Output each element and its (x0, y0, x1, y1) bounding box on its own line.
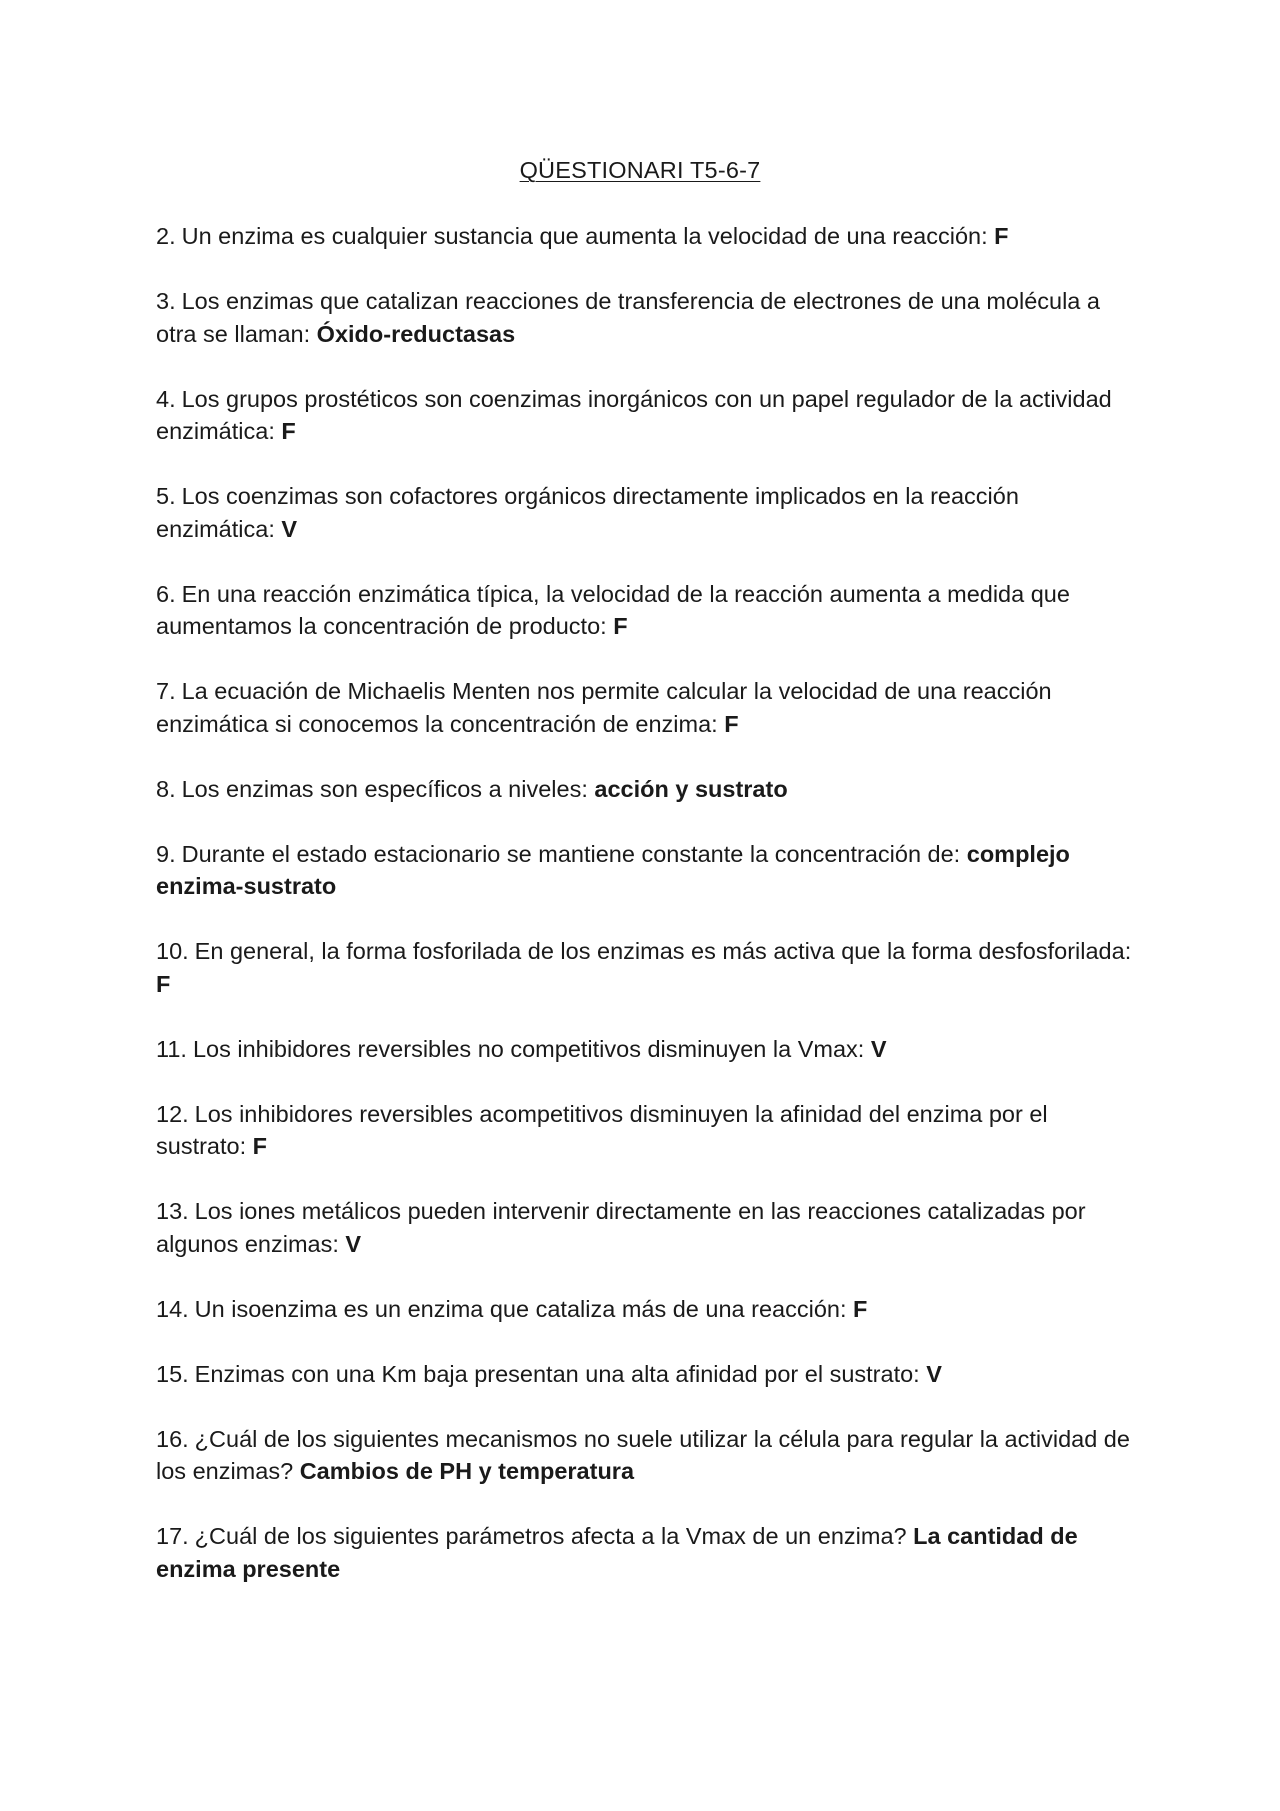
question-text: Durante el estado estacionario se mantiene constante la concentración de: (181, 840, 961, 867)
question-number: 14. (156, 1295, 189, 1322)
question-text: Los inhibidores reversibles acompetitivos disminuyen la afinidad del enzima por el sustrato: (156, 1100, 1048, 1159)
question-item (156, 935, 1136, 1000)
question-text: Un isoenzima es un enzima que cataliza más de una reacción: (194, 1295, 847, 1322)
question-item (156, 838, 1136, 903)
question-text: Enzimas con una Km baja presentan una alta afinidad por el sustrato: (194, 1360, 920, 1387)
question-item (156, 1098, 1136, 1163)
question-item (156, 220, 1136, 253)
question-answer: F (613, 613, 628, 639)
question-text: Los coenzimas son cofactores orgánicos directamente implicados en la reacción enzimática: (156, 483, 1019, 542)
question-text: Los enzimas que catalizan reacciones de transferencia de electrones de una molécula a otra se llaman: (156, 288, 1100, 347)
question-number: 7. (156, 678, 176, 704)
question-answer: F (252, 1133, 268, 1159)
question-item (156, 1358, 1136, 1391)
question-text: Un enzima es cualquier sustancia que aumenta la velocidad de una reacción: (181, 223, 988, 249)
question-item (156, 1293, 1136, 1326)
question-item (156, 773, 1136, 806)
question-item (156, 383, 1136, 448)
question-number: 11. (156, 1035, 187, 1062)
question-number: 9. (156, 840, 176, 867)
question-answer: V (281, 515, 298, 542)
question-number: 3. (156, 288, 176, 314)
question-answer: F (281, 418, 296, 444)
question-list (156, 220, 1136, 1618)
question-number: 5. (156, 483, 176, 509)
question-answer: V (870, 1035, 887, 1062)
question-item (156, 480, 1136, 545)
question-item (156, 1033, 1136, 1066)
question-answer: F (724, 710, 739, 737)
page-title: QÜESTIONARI T5-6-7 (519, 157, 761, 183)
question-number: 15. (156, 1360, 189, 1387)
question-answer: Cambios de PH y temperatura (299, 1458, 635, 1484)
question-answer: F (156, 970, 171, 997)
question-text: ¿Cuál de los siguientes mecanismos no suele utilizar la célula para regular la actividad de los enzimas? (156, 1425, 1130, 1484)
question-number: 16. (156, 1425, 189, 1452)
question-number: 8. (156, 775, 176, 802)
question-text: En general, la forma fosforilada de los enzimas es más activa que la forma desfosforilada: (194, 938, 1132, 964)
question-number: 4. (156, 385, 176, 412)
question-number: 6. (156, 580, 176, 607)
question-answer: Óxido-reductasas (316, 320, 516, 347)
question-item (156, 578, 1136, 643)
question-text: Los inhibidores reversibles no competitivos disminuyen la Vmax: (192, 1035, 865, 1062)
question-item (156, 1195, 1136, 1260)
question-answer: F (994, 223, 1009, 249)
question-answer: La cantidad de enzima presente (156, 1523, 1078, 1582)
question-text: Los iones metálicos pueden intervenir directamente en las reacciones catalizadas por algunos enzimas: (156, 1198, 1086, 1257)
question-answer: V (345, 1230, 362, 1257)
question-answer: F (853, 1295, 868, 1322)
question-number: 12. (156, 1100, 189, 1127)
question-answer: complejo enzima-sustrato (156, 840, 1070, 899)
question-item (156, 285, 1136, 350)
question-answer: acción y sustrato (594, 775, 788, 802)
question-number: 17. (156, 1523, 189, 1549)
question-number: 10. (156, 938, 189, 964)
question-text: Los enzimas son específicos a niveles: (181, 775, 588, 802)
question-answer: V (926, 1360, 942, 1387)
question-number: 13. (156, 1198, 189, 1224)
question-text: La ecuación de Michaelis Menten nos permite calcular la velocidad de una reacción enzimática si conocemos la concentración de enzima: (156, 678, 1052, 737)
question-item (156, 1423, 1136, 1488)
question-text: En una reacción enzimática típica, la velocidad de la reacción aumenta a medida que aumentamos la concentración de producto: (156, 580, 1070, 639)
question-item (156, 1520, 1136, 1585)
question-number: 2. (156, 223, 176, 249)
question-text: Los grupos prostéticos son coenzimas inorgánicos con un papel regulador de la actividad enzimática: (156, 385, 1112, 444)
question-item (156, 675, 1136, 740)
question-text: ¿Cuál de los siguientes parámetros afecta a la Vmax de un enzima? (194, 1523, 907, 1549)
